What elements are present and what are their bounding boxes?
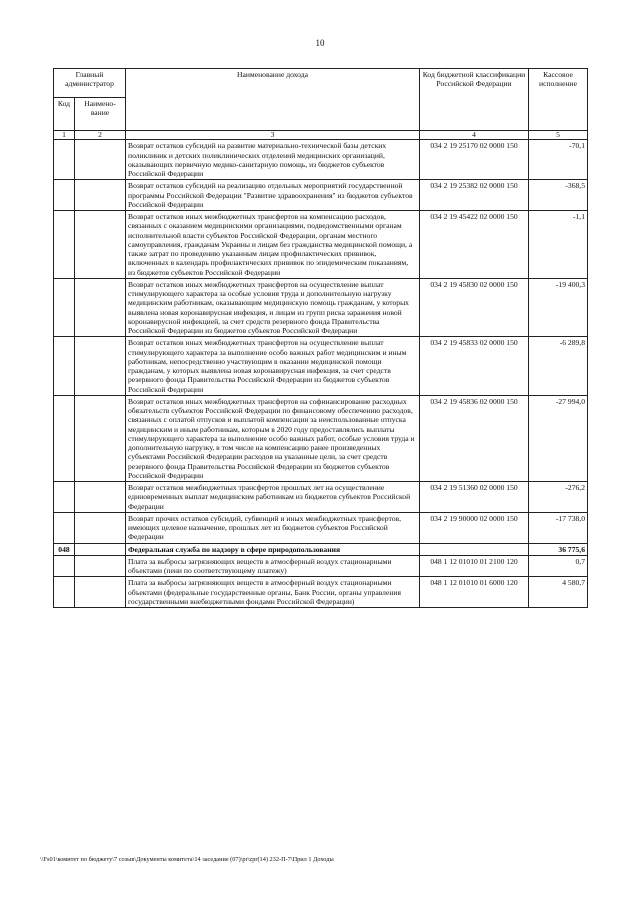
admin-name-cell bbox=[75, 512, 126, 543]
admin-code-cell bbox=[54, 211, 75, 279]
bk-code-cell: 034 2 19 25170 02 0000 150 bbox=[420, 140, 529, 180]
table-group-row bbox=[54, 543, 588, 555]
admin-name-cell bbox=[75, 211, 126, 279]
admin-name-cell bbox=[75, 482, 126, 513]
bk-code-cell: 034 2 19 90000 02 0000 150 bbox=[420, 512, 529, 543]
admin-name-cell bbox=[75, 543, 126, 555]
admin-code-cell bbox=[54, 577, 75, 608]
header-income-name: Наименование дохода bbox=[126, 69, 420, 131]
bk-code-cell: 034 2 19 45422 02 0000 150 bbox=[420, 211, 529, 279]
income-name-cell: Возврат прочих остатков субсидий, субвенций и иных межбюджетных трансфертов, имеющих целевое назначение, прошлых лет из бюджетов субъектов Российской Федерации bbox=[126, 512, 420, 543]
amount-cell: 36 775,6 bbox=[529, 543, 588, 555]
amount-cell: -17 738,0 bbox=[529, 512, 588, 543]
table-row bbox=[54, 577, 588, 608]
bk-code-cell: 034 2 19 25382 02 0000 150 bbox=[420, 180, 529, 211]
table-row bbox=[54, 140, 588, 180]
amount-cell: 4 580,7 bbox=[529, 577, 588, 608]
header-admin-name: Наимено-вание bbox=[75, 98, 126, 131]
table-row bbox=[54, 395, 588, 481]
bk-code-cell: 034 2 19 45833 02 0000 150 bbox=[420, 337, 529, 396]
amount-cell: -70,1 bbox=[529, 140, 588, 180]
column-number: 2 bbox=[75, 131, 126, 140]
header-admin-group: Главный администратор bbox=[54, 69, 126, 98]
income-name-cell: Возврат остатков иных межбюджетных трансфертов на софинансирование расходных обязательств субъектов Российской Федерации по финансовому обеспечению расходов, связанных с оплатой отпусков и выплатой компенсации за неиспользованные отпуска медицинским и иным работникам, которым в 2020 году предоставлялись выплаты стимулирующего характера за выполнение особо важных работ, особые условия труда и дополнительную нагрузку, в том числе на компенсацию ранее произведенных субъектами Российской Федерации расходов на указанные цели, за счет средств резервного фонда Правительства Российской Федерации из бюджетов субъектов Российской Федерации bbox=[126, 395, 420, 481]
admin-name-cell bbox=[75, 278, 126, 337]
admin-name-cell bbox=[75, 140, 126, 180]
admin-code-cell bbox=[54, 395, 75, 481]
income-name-cell: Возврат остатков иных межбюджетных трансфертов на компенсацию расходов, связанных с оказанием медицинскими организациями, подведомственными органам исполнительной власти субъектов Российской Федерации, органам местного самоуправления, гражданам Украины и лицам без гражданства медицинской помощи, а также затрат по проведению указанным лицам профилактических прививок, включенных в календарь профилактических прививок по эпидемическим показаниям, из бюджетов субъектов Российской Федерации bbox=[126, 211, 420, 279]
admin-code-cell bbox=[54, 482, 75, 513]
amount-cell: -19 400,3 bbox=[529, 278, 588, 337]
bk-code-cell: 034 2 19 45836 02 0000 150 bbox=[420, 395, 529, 481]
admin-name-cell bbox=[75, 395, 126, 481]
admin-code-cell bbox=[54, 555, 75, 577]
income-name-cell: Возврат остатков субсидий на развитие материально-технической базы детских поликлиник и детских поликлинических отделений медицинских организаций, оказывающих первичную медико-санитарную помощь, из бюджетов субъектов Российской Федерации bbox=[126, 140, 420, 180]
table-row bbox=[54, 555, 588, 577]
admin-code-cell bbox=[54, 278, 75, 337]
header-bk-code: Код бюджетной классификации Российской Федерации bbox=[420, 69, 529, 131]
amount-cell: -276,2 bbox=[529, 482, 588, 513]
income-name-cell: Возврат остатков иных межбюджетных трансфертов на осуществление выплат стимулирующего характера за выполнение особо важных работ медицинским и иным работникам, непосредственно участвующим в оказании медицинской помощи гражданам, у которых выявлена новая коронавирусная инфекция, за счет средств резервного фонда Правительства Российской Федерации из бюджетов субъектов Российской Федерации bbox=[126, 337, 420, 396]
bk-code-cell: 034 2 19 51360 02 0000 150 bbox=[420, 482, 529, 513]
column-number: 1 bbox=[54, 131, 75, 140]
table-row bbox=[54, 512, 588, 543]
admin-name-cell bbox=[75, 337, 126, 396]
bk-code-cell: 034 2 19 45830 02 0000 150 bbox=[420, 278, 529, 337]
amount-cell: -1,1 bbox=[529, 211, 588, 279]
revenue-table bbox=[53, 68, 588, 608]
header-row-1 bbox=[54, 69, 588, 98]
bk-code-cell: 048 1 12 01010 01 2100 120 bbox=[420, 555, 529, 577]
file-path-footer: \\Fs01\комитет по бюджету\7 созыв\Документы комитета\14 заседание (07)\pr\zpr(14) 232-П-7\Прил 1 Доходы bbox=[40, 856, 334, 863]
admin-code-cell bbox=[54, 180, 75, 211]
table-row bbox=[54, 337, 588, 396]
column-number: 4 bbox=[420, 131, 529, 140]
amount-cell: -27 994,0 bbox=[529, 395, 588, 481]
bk-code-cell: 048 1 12 01010 01 6000 120 bbox=[420, 577, 529, 608]
admin-name-cell bbox=[75, 180, 126, 211]
amount-cell: -6 289,8 bbox=[529, 337, 588, 396]
table-row bbox=[54, 211, 588, 279]
admin-name-cell bbox=[75, 555, 126, 577]
income-name-cell: Плата за выбросы загрязняющих веществ в атмосферный воздух стационарными объектами (пени по соответствующему платежу) bbox=[126, 555, 420, 577]
header-admin-code: Код bbox=[54, 98, 75, 131]
page-number: 10 bbox=[315, 38, 325, 48]
income-name-cell: Плата за выбросы загрязняющих веществ в атмосферный воздух стационарными объектами (федеральные государственные органы, Банк России, органы управления государственными внебюджетными фондами Российской Федерации) bbox=[126, 577, 420, 608]
income-name-cell: Возврат остатков иных межбюджетных трансфертов на осуществление выплат стимулирующего характера за особые условия труда и дополнительную нагрузку медицинским работникам, оказывающим медицинскую помощь гражданам, у которых выявлена новая коронавирусная инфекция, и лицам из групп риска заражения новой коронавирусной инфекцией, за счет средств резервного фонда Правительства Российской Федерации из бюджетов субъектов Российской Федерации bbox=[126, 278, 420, 337]
income-name-cell: Федеральная служба по надзору в сфере природопользования bbox=[126, 543, 420, 555]
admin-code-cell bbox=[54, 512, 75, 543]
income-name-cell: Возврат остатков субсидий на реализацию отдельных мероприятий государственной программы Российской Федерации "Развитие здравоохранения" из бюджетов субъектов Российской Федерации bbox=[126, 180, 420, 211]
header-cash-execution: Кассовое исполнение bbox=[529, 69, 588, 131]
amount-cell: 0,7 bbox=[529, 555, 588, 577]
admin-code-cell bbox=[54, 337, 75, 396]
admin-code-cell: 048 bbox=[54, 543, 75, 555]
admin-name-cell bbox=[75, 577, 126, 608]
table-row bbox=[54, 180, 588, 211]
bk-code-cell bbox=[420, 543, 529, 555]
column-number: 5 bbox=[529, 131, 588, 140]
table-row bbox=[54, 278, 588, 337]
amount-cell: -368,5 bbox=[529, 180, 588, 211]
column-number: 3 bbox=[126, 131, 420, 140]
table-row bbox=[54, 482, 588, 513]
column-numbers-row bbox=[54, 131, 588, 140]
admin-code-cell bbox=[54, 140, 75, 180]
income-name-cell: Возврат остатков межбюджетных трансфертов прошлых лет на осуществление единовременных выплат медицинским работникам из бюджетов субъектов Российской Федерации bbox=[126, 482, 420, 513]
